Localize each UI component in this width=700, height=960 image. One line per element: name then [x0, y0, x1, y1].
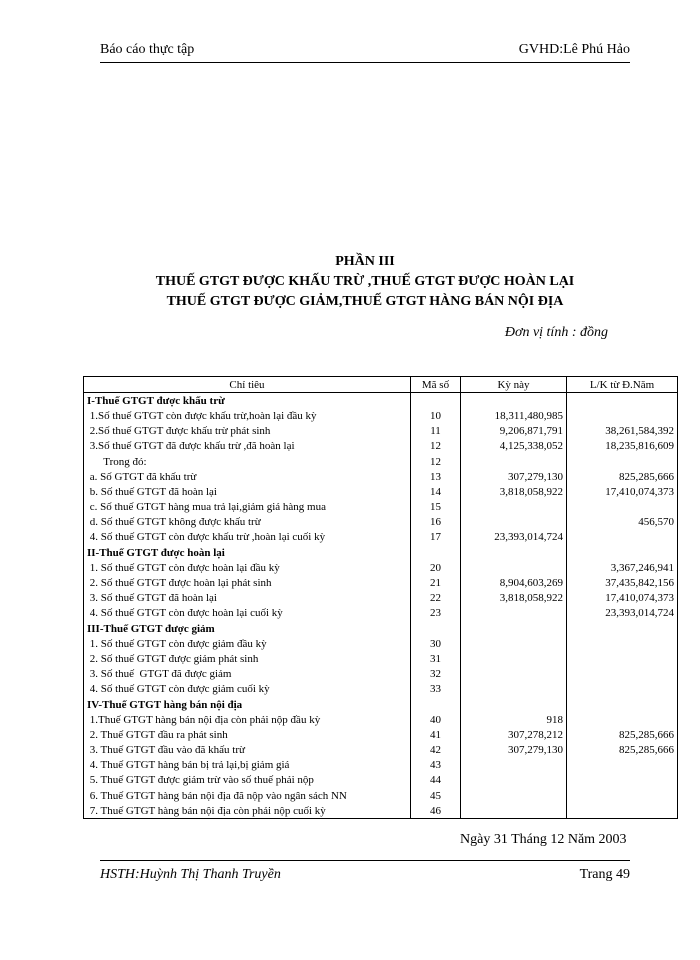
- cell-code: 43: [411, 758, 461, 773]
- table-row: [84, 424, 678, 439]
- cell-ytd: [567, 545, 678, 560]
- table-row: [84, 773, 678, 788]
- cell-ytd: [567, 682, 678, 697]
- cell-item: 4. Thuế GTGT hàng bán bị trả lại,bị giảm giá: [84, 758, 411, 773]
- cell-ytd: [567, 803, 678, 819]
- cell-item: 3.Số thuế GTGT đã được khấu trừ ,đã hoàn lại: [84, 439, 411, 454]
- cell-item: 4. Số thuế GTGT còn được giảm cuối kỳ: [84, 682, 411, 697]
- cell-ytd: [567, 712, 678, 727]
- table-row: [84, 758, 678, 773]
- vat-report-table: [83, 376, 678, 819]
- cell-ytd: [567, 408, 678, 423]
- cell-item: II-Thuế GTGT được hoàn lại: [84, 545, 411, 560]
- cell-ytd: 825,285,666: [567, 469, 678, 484]
- cell-item: Trong đó:: [84, 454, 411, 469]
- cell-item: 6. Thuế GTGT hàng bán nội địa đã nộp vào ngân sách NN: [84, 788, 411, 803]
- cell-period: 3,818,058,922: [461, 591, 567, 606]
- cell-period: 307,278,212: [461, 727, 567, 742]
- cell-item: 2.Số thuế GTGT được khấu trừ phát sinh: [84, 424, 411, 439]
- table-row: [84, 651, 678, 666]
- cell-period: 4,125,338,052: [461, 439, 567, 454]
- report-name: Báo cáo thực tập: [100, 42, 195, 57]
- page-number: Trang 49: [579, 867, 630, 882]
- cell-ytd: [567, 773, 678, 788]
- cell-item: 4. Số thuế GTGT còn được hoàn lại cuối kỳ: [84, 606, 411, 621]
- cell-ytd: [567, 393, 678, 409]
- cell-code: [411, 697, 461, 712]
- cell-code: 20: [411, 560, 461, 575]
- title-line-3: THUẾ GTGT ĐƯỢC GIẢM,THUẾ GTGT HÀNG BÁN NỘI ĐỊA: [166, 294, 564, 309]
- cell-ytd: 38,261,584,392: [567, 424, 678, 439]
- cell-period: 307,279,130: [461, 469, 567, 484]
- col-header-item: Chỉ tiêu: [84, 377, 411, 393]
- cell-period: 3,818,058,922: [461, 484, 567, 499]
- table-row: [84, 408, 678, 423]
- table-row: [84, 621, 678, 636]
- cell-item: 1. Số thuế GTGT còn được hoàn lại đầu kỳ: [84, 560, 411, 575]
- table-row: [84, 454, 678, 469]
- cell-item: 1.Số thuế GTGT còn được khấu trừ,hoàn lại đầu kỳ: [84, 408, 411, 423]
- table-body: [84, 393, 678, 819]
- cell-period: 23,393,014,724: [461, 530, 567, 545]
- table-row: [84, 575, 678, 590]
- cell-item: 1. Số thuế GTGT còn được giảm đầu kỳ: [84, 636, 411, 651]
- cell-code: 33: [411, 682, 461, 697]
- cell-code: 21: [411, 575, 461, 590]
- cell-item: I-Thuế GTGT được khấu trừ: [84, 393, 411, 409]
- cell-code: 30: [411, 636, 461, 651]
- table-row: [84, 560, 678, 575]
- col-header-period: Kỳ này: [461, 377, 567, 393]
- cell-code: 13: [411, 469, 461, 484]
- cell-period: [461, 788, 567, 803]
- cell-item: 5. Thuế GTGT được giảm trừ vào số thuế phải nộp: [84, 773, 411, 788]
- cell-period: [461, 667, 567, 682]
- table-row: [84, 484, 678, 499]
- cell-code: 14: [411, 484, 461, 499]
- unit-label: Đơn vị tính : đồng: [504, 325, 608, 340]
- cell-period: [461, 606, 567, 621]
- report-date: Ngày 31 Tháng 12 Năm 2003: [460, 832, 627, 847]
- cell-code: 15: [411, 500, 461, 515]
- cell-period: [461, 682, 567, 697]
- page-footer: [100, 860, 630, 882]
- cell-period: [461, 773, 567, 788]
- cell-ytd: [567, 758, 678, 773]
- cell-ytd: 825,285,666: [567, 743, 678, 758]
- table-row: [84, 712, 678, 727]
- table-row: [84, 500, 678, 515]
- cell-ytd: [567, 500, 678, 515]
- cell-code: 46: [411, 803, 461, 819]
- cell-period: 307,279,130: [461, 743, 567, 758]
- cell-code: 22: [411, 591, 461, 606]
- table-row: [84, 727, 678, 742]
- table-row: [84, 591, 678, 606]
- cell-code: 45: [411, 788, 461, 803]
- cell-ytd: 37,435,842,156: [567, 575, 678, 590]
- cell-ytd: [567, 636, 678, 651]
- title-line-1: PHẦN III: [335, 254, 395, 269]
- supervisor: GVHD:Lê Phú Hảo: [518, 42, 630, 57]
- cell-period: [461, 636, 567, 651]
- cell-code: 17: [411, 530, 461, 545]
- cell-item: b. Số thuế GTGT đã hoàn lại: [84, 484, 411, 499]
- cell-period: 8,904,603,269: [461, 575, 567, 590]
- cell-period: [461, 393, 567, 409]
- table-row: [84, 393, 678, 409]
- cell-code: 11: [411, 424, 461, 439]
- cell-ytd: 23,393,014,724: [567, 606, 678, 621]
- cell-ytd: [567, 454, 678, 469]
- cell-item: 4. Số thuế GTGT còn được khấu trừ ,hoàn lại cuối kỳ: [84, 530, 411, 545]
- table-row: [84, 682, 678, 697]
- student-name: HSTH:Huỳnh Thị Thanh Truyền: [100, 867, 281, 882]
- cell-item: 3. Thuế GTGT đầu vào đã khấu trừ: [84, 743, 411, 758]
- cell-period: 918: [461, 712, 567, 727]
- cell-code: 16: [411, 515, 461, 530]
- cell-item: 3. Số thuế GTGT đã hoàn lại: [84, 591, 411, 606]
- cell-code: 44: [411, 773, 461, 788]
- cell-item: c. Số thuế GTGT hàng mua trả lại,giảm giá hàng mua: [84, 500, 411, 515]
- col-header-ytd: L/K từ Đ.Năm: [567, 377, 678, 393]
- table-row: [84, 469, 678, 484]
- cell-period: [461, 651, 567, 666]
- cell-period: [461, 697, 567, 712]
- cell-code: [411, 621, 461, 636]
- cell-ytd: 17,410,074,373: [567, 484, 678, 499]
- cell-period: [461, 454, 567, 469]
- table-row: [84, 697, 678, 712]
- cell-item: d. Số thuế GTGT không được khấu trừ: [84, 515, 411, 530]
- cell-item: 7. Thuế GTGT hàng bán nội địa còn phải nộp cuối kỳ: [84, 803, 411, 819]
- table-row: [84, 803, 678, 819]
- cell-period: [461, 500, 567, 515]
- cell-code: 42: [411, 743, 461, 758]
- cell-ytd: [567, 788, 678, 803]
- cell-code: [411, 393, 461, 409]
- cell-item: a. Số GTGT đã khấu trừ: [84, 469, 411, 484]
- cell-period: [461, 803, 567, 819]
- table-header-row: [84, 377, 678, 393]
- table-row: [84, 743, 678, 758]
- cell-ytd: [567, 697, 678, 712]
- page-title: [100, 252, 630, 312]
- page-header: [100, 40, 630, 63]
- cell-code: 31: [411, 651, 461, 666]
- cell-code: 10: [411, 408, 461, 423]
- cell-ytd: 18,235,816,609: [567, 439, 678, 454]
- cell-code: 12: [411, 439, 461, 454]
- table-row: [84, 636, 678, 651]
- table-row: [84, 530, 678, 545]
- cell-ytd: 825,285,666: [567, 727, 678, 742]
- cell-ytd: 3,367,246,941: [567, 560, 678, 575]
- cell-ytd: [567, 651, 678, 666]
- cell-item: 2. Thuế GTGT đầu ra phát sinh: [84, 727, 411, 742]
- title-line-2: THUẾ GTGT ĐƯỢC KHẤU TRỪ ,THUẾ GTGT ĐƯỢC HOÀN LẠI: [155, 274, 575, 289]
- cell-code: 23: [411, 606, 461, 621]
- cell-period: [461, 545, 567, 560]
- table-row: [84, 606, 678, 621]
- cell-item: III-Thuế GTGT được giảm: [84, 621, 411, 636]
- table-row: [84, 545, 678, 560]
- cell-period: [461, 621, 567, 636]
- cell-item: 3. Số thuế GTGT đã được giảm: [84, 667, 411, 682]
- col-header-code: Mã số: [411, 377, 461, 393]
- cell-code: 40: [411, 712, 461, 727]
- cell-item: 1.Thuế GTGT hàng bán nội địa còn phải nộp đầu kỳ: [84, 712, 411, 727]
- cell-ytd: [567, 530, 678, 545]
- cell-period: 18,311,480,985: [461, 408, 567, 423]
- cell-period: [461, 560, 567, 575]
- table-row: [84, 788, 678, 803]
- cell-ytd: [567, 621, 678, 636]
- table-row: [84, 667, 678, 682]
- cell-code: 41: [411, 727, 461, 742]
- cell-ytd: 17,410,074,373: [567, 591, 678, 606]
- cell-item: 2. Số thuế GTGT được giảm phát sinh: [84, 651, 411, 666]
- cell-period: [461, 515, 567, 530]
- cell-period: 9,206,871,791: [461, 424, 567, 439]
- cell-ytd: 456,570: [567, 515, 678, 530]
- cell-code: 12: [411, 454, 461, 469]
- cell-code: [411, 545, 461, 560]
- table-row: [84, 439, 678, 454]
- table-row: [84, 515, 678, 530]
- cell-code: 32: [411, 667, 461, 682]
- cell-item: 2. Số thuế GTGT được hoàn lại phát sinh: [84, 575, 411, 590]
- cell-ytd: [567, 667, 678, 682]
- cell-period: [461, 758, 567, 773]
- cell-item: IV-Thuế GTGT hàng bán nội địa: [84, 697, 411, 712]
